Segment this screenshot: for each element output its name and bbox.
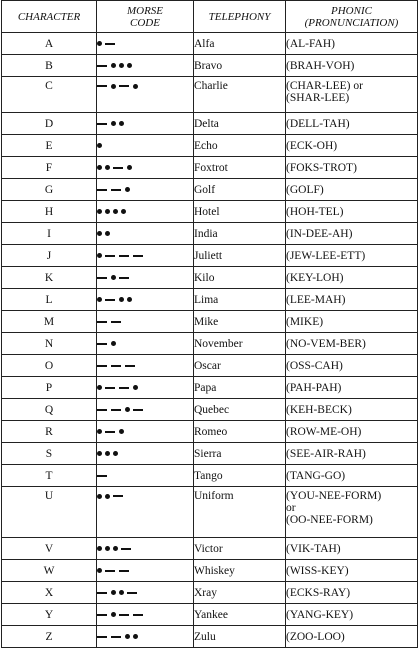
morse-symbols <box>97 185 133 195</box>
header-morse-code <box>97 1 194 33</box>
table-row <box>2 538 418 560</box>
morse-dot <box>97 231 102 236</box>
morse-code-cell <box>97 443 194 465</box>
table-row <box>2 560 418 582</box>
character-cell: J <box>2 245 97 267</box>
character-cell: M <box>2 311 97 333</box>
morse-dash <box>119 85 129 87</box>
character-cell: N <box>2 333 97 355</box>
phonic-cell <box>286 355 418 377</box>
morse-dash <box>97 189 107 191</box>
phonic-cell <box>286 135 418 157</box>
morse-symbols <box>97 81 141 91</box>
morse-dash <box>97 123 107 125</box>
morse-dot <box>125 634 130 639</box>
morse-dash <box>133 409 143 411</box>
table-row <box>2 443 418 465</box>
morse-dot <box>127 165 132 170</box>
telephony-cell: Kilo <box>194 267 286 289</box>
morse-dash <box>97 365 107 367</box>
morse-dash <box>97 409 107 411</box>
phonic-line: (OO-NEE-FORM) <box>286 514 373 526</box>
morse-symbols <box>97 471 111 481</box>
morse-dash <box>111 636 121 638</box>
phonic-cell <box>286 443 418 465</box>
morse-dash <box>133 614 143 616</box>
phonic-line: (KEY-LOH) <box>286 271 344 284</box>
morse-dash <box>133 255 143 257</box>
header-row <box>2 1 418 33</box>
telephony-cell: Victor <box>194 538 286 560</box>
morse-dot <box>133 634 138 639</box>
phonic-line: (BRAH-VOH) <box>286 59 355 72</box>
morse-symbols <box>97 544 135 554</box>
morse-code-cell <box>97 377 194 399</box>
phonic-cell <box>286 421 418 443</box>
morse-symbols <box>97 491 127 501</box>
telephony-cell: Whiskey <box>194 560 286 582</box>
morse-dash <box>97 343 107 345</box>
morse-dash <box>125 365 135 367</box>
phonic-cell <box>286 626 418 648</box>
morse-dash <box>111 189 121 191</box>
morse-code-cell <box>97 77 194 113</box>
character-cell: D <box>2 113 97 135</box>
morse-dot <box>119 590 124 595</box>
table-row <box>2 333 418 355</box>
phonic-cell <box>286 267 418 289</box>
table-row <box>2 289 418 311</box>
morse-dash <box>121 548 131 550</box>
morse-dash <box>111 409 121 411</box>
phonic-line: (GOLF) <box>286 183 324 196</box>
phonic-cell <box>286 33 418 55</box>
morse-dash <box>105 299 115 301</box>
morse-dash <box>113 167 123 169</box>
morse-dot <box>111 121 116 126</box>
phonic-line: (FOKS-TROT) <box>286 161 357 174</box>
morse-code-cell <box>97 179 194 201</box>
morse-dot <box>111 275 116 280</box>
morse-dash <box>97 65 107 67</box>
phonic-cell <box>286 77 418 113</box>
morse-code-cell <box>97 538 194 560</box>
morse-code-cell <box>97 421 194 443</box>
telephony-cell: Hotel <box>194 201 286 223</box>
telephony-cell: Delta <box>194 113 286 135</box>
character-cell: G <box>2 179 97 201</box>
header-phonic-label-1: PHONIC <box>331 4 372 17</box>
morse-symbols <box>97 163 135 173</box>
phonic-line: (SEE-AIR-RAH) <box>286 447 366 460</box>
morse-code-cell <box>97 311 194 333</box>
header-telephony-label: TELEPHONY <box>208 10 271 23</box>
header-character <box>2 1 97 33</box>
character-cell: P <box>2 377 97 399</box>
telephony-cell: Echo <box>194 135 286 157</box>
character-cell: S <box>2 443 97 465</box>
character-cell: V <box>2 538 97 560</box>
phonic-line: (IN-DEE-AH) <box>286 227 353 240</box>
morse-code-cell <box>97 626 194 648</box>
table-row <box>2 421 418 443</box>
header-phonic <box>286 1 418 33</box>
telephony-cell: Quebec <box>194 399 286 421</box>
phonic-cell <box>286 201 418 223</box>
morse-dot <box>133 84 138 89</box>
morse-symbols <box>97 632 141 642</box>
morse-dot <box>113 546 118 551</box>
morse-symbols <box>97 405 147 415</box>
morse-symbols <box>97 449 121 459</box>
character-cell: H <box>2 201 97 223</box>
morse-dot <box>119 429 124 434</box>
table-row <box>2 626 418 648</box>
phonic-cell <box>286 538 418 560</box>
table-row <box>2 77 418 113</box>
morse-dash <box>119 614 129 616</box>
table-row <box>2 55 418 77</box>
morse-code-cell <box>97 487 194 538</box>
morse-symbols <box>97 141 105 151</box>
header-character-label: CHARACTER <box>17 10 81 23</box>
morse-dot <box>97 451 102 456</box>
table-body <box>2 33 418 648</box>
morse-dash <box>119 277 129 279</box>
morse-symbols <box>97 207 129 217</box>
character-cell: U <box>2 487 97 538</box>
header-morse-label-2: CODE <box>130 16 160 29</box>
phonic-cell <box>286 113 418 135</box>
morse-dash <box>97 636 107 638</box>
table-row <box>2 113 418 135</box>
morse-code-cell <box>97 560 194 582</box>
telephony-cell: Papa <box>194 377 286 399</box>
morse-symbols <box>97 588 141 598</box>
morse-code-cell <box>97 223 194 245</box>
table-row <box>2 179 418 201</box>
phonic-line: (LEE-MAH) <box>286 293 346 306</box>
morse-dash <box>127 592 137 594</box>
telephony-cell: Zulu <box>194 626 286 648</box>
morse-dot <box>111 63 116 68</box>
telephony-cell: Lima <box>194 289 286 311</box>
morse-symbols <box>97 273 133 283</box>
morse-code-cell <box>97 55 194 77</box>
character-cell: B <box>2 55 97 77</box>
telephony-cell: Oscar <box>194 355 286 377</box>
phonic-cell <box>286 604 418 626</box>
morse-dot <box>97 297 102 302</box>
morse-symbols <box>97 361 139 371</box>
character-cell: T <box>2 465 97 487</box>
morse-dot <box>111 612 116 617</box>
morse-dash <box>105 570 115 572</box>
morse-code-cell <box>97 135 194 157</box>
character-cell: I <box>2 223 97 245</box>
telephony-cell: Xray <box>194 582 286 604</box>
morse-code-cell <box>97 201 194 223</box>
morse-dash <box>111 365 121 367</box>
telephony-cell: India <box>194 223 286 245</box>
character-cell: Z <box>2 626 97 648</box>
table-row <box>2 487 418 538</box>
morse-code-cell <box>97 33 194 55</box>
phonic-line: (HOH-TEL) <box>286 205 344 218</box>
table-row <box>2 135 418 157</box>
morse-dash <box>97 85 107 87</box>
morse-dot <box>127 297 132 302</box>
morse-symbols <box>97 427 127 437</box>
character-cell: C <box>2 77 97 113</box>
table-row <box>2 377 418 399</box>
morse-dot <box>119 297 124 302</box>
phonic-line: (JEW-LEE-ETT) <box>286 249 366 262</box>
morse-dot <box>97 165 102 170</box>
morse-dot <box>105 494 110 499</box>
morse-dash <box>105 255 115 257</box>
phonic-cell <box>286 487 418 538</box>
telephony-cell: Juliett <box>194 245 286 267</box>
morse-dash <box>97 475 107 477</box>
telephony-cell: Alfa <box>194 33 286 55</box>
morse-code-cell <box>97 267 194 289</box>
morse-dot <box>105 451 110 456</box>
table-row <box>2 355 418 377</box>
morse-dot <box>105 546 110 551</box>
morse-dot <box>97 546 102 551</box>
morse-dot <box>97 253 102 258</box>
phonic-cell <box>286 333 418 355</box>
character-cell: W <box>2 560 97 582</box>
morse-dot <box>119 63 124 68</box>
morse-dot <box>105 165 110 170</box>
character-cell: E <box>2 135 97 157</box>
table-row <box>2 267 418 289</box>
phonic-line: (ZOO-LOO) <box>286 630 345 643</box>
morse-code-cell <box>97 289 194 311</box>
morse-dot <box>97 568 102 573</box>
morse-dot <box>97 143 102 148</box>
morse-dot <box>97 494 102 499</box>
morse-dot <box>127 63 132 68</box>
morse-dash <box>113 495 123 497</box>
phonic-cell <box>286 465 418 487</box>
table-row <box>2 245 418 267</box>
telephony-cell: Uniform <box>194 487 286 538</box>
telephony-cell: November <box>194 333 286 355</box>
phonic-line: (SHAR-LEE) <box>286 92 350 104</box>
table-row <box>2 604 418 626</box>
phonic-line: (ECKS-RAY) <box>286 586 351 599</box>
morse-dot <box>113 451 118 456</box>
phonic-line: (YOU-NEE-FORM) <box>286 490 382 502</box>
phonic-cell <box>286 245 418 267</box>
morse-code-cell <box>97 113 194 135</box>
morse-dot <box>125 187 130 192</box>
phonic-cell <box>286 560 418 582</box>
morse-symbols <box>97 339 119 349</box>
morse-dot <box>105 209 110 214</box>
phonic-line: or <box>286 502 296 514</box>
morse-dot <box>111 341 116 346</box>
morse-code-cell <box>97 157 194 179</box>
phonic-cell <box>286 311 418 333</box>
telephony-cell: Tango <box>194 465 286 487</box>
phonic-line: (NO-VEM-BER) <box>286 337 366 350</box>
character-cell: F <box>2 157 97 179</box>
phonic-line: (WISS-KEY) <box>286 564 349 577</box>
morse-dot <box>119 121 124 126</box>
character-cell: R <box>2 421 97 443</box>
morse-dash <box>111 321 121 323</box>
morse-symbols <box>97 295 135 305</box>
morse-dash <box>97 321 107 323</box>
morse-dot <box>111 84 116 89</box>
morse-dash <box>105 431 115 433</box>
morse-dot <box>121 209 126 214</box>
morse-symbols <box>97 251 147 261</box>
morse-symbols <box>97 383 141 393</box>
morse-symbols <box>97 39 119 49</box>
phonic-line: (ROW-ME-OH) <box>286 425 362 438</box>
table-row <box>2 223 418 245</box>
character-cell: K <box>2 267 97 289</box>
table-row <box>2 201 418 223</box>
telephony-cell: Charlie <box>194 77 286 113</box>
phonic-cell <box>286 55 418 77</box>
morse-symbols <box>97 610 147 620</box>
table-row <box>2 399 418 421</box>
morse-code-cell <box>97 399 194 421</box>
morse-code-cell <box>97 582 194 604</box>
header-phonic-label-2: (PRONUNCIATION) <box>304 16 399 29</box>
morse-dot <box>97 209 102 214</box>
phonic-line: (TANG-GO) <box>286 469 346 482</box>
morse-symbols <box>97 317 125 327</box>
morse-dash <box>105 43 115 45</box>
table-row <box>2 582 418 604</box>
character-cell: Y <box>2 604 97 626</box>
telephony-cell: Yankee <box>194 604 286 626</box>
character-cell: L <box>2 289 97 311</box>
morse-symbols <box>97 229 113 239</box>
character-cell: X <box>2 582 97 604</box>
phonic-line: (AL-FAH) <box>286 37 335 50</box>
morse-dash <box>119 255 129 257</box>
telephony-cell: Foxtrot <box>194 157 286 179</box>
morse-dot <box>97 429 102 434</box>
morse-code-cell <box>97 604 194 626</box>
phonic-line: (MIKE) <box>286 315 324 328</box>
morse-dot <box>125 407 130 412</box>
telephony-cell: Mike <box>194 311 286 333</box>
phonic-line: (PAH-PAH) <box>286 381 342 394</box>
morse-dash <box>119 570 129 572</box>
morse-dot <box>97 41 102 46</box>
table-row <box>2 311 418 333</box>
morse-code-cell <box>97 245 194 267</box>
telephony-cell: Golf <box>194 179 286 201</box>
morse-symbols <box>97 566 133 576</box>
phonic-line: (CHAR-LEE) or <box>286 80 363 92</box>
phonic-line: (DELL-TAH) <box>286 117 350 130</box>
phonic-line: (KEH-BECK) <box>286 403 352 416</box>
phonic-line: (OSS-CAH) <box>286 359 343 372</box>
telephony-cell: Bravo <box>194 55 286 77</box>
morse-symbols <box>97 61 135 71</box>
morse-code-cell <box>97 465 194 487</box>
phonic-line: (YANG-KEY) <box>286 608 354 621</box>
telephony-cell: Romeo <box>194 421 286 443</box>
phonic-cell <box>286 377 418 399</box>
morse-code-cell <box>97 333 194 355</box>
morse-dot <box>105 231 110 236</box>
phonic-cell <box>286 399 418 421</box>
character-cell: Q <box>2 399 97 421</box>
phonic-cell <box>286 223 418 245</box>
table-row <box>2 465 418 487</box>
header-morse-label-1: MORSE <box>126 4 164 17</box>
phonetic-alphabet-table <box>1 0 418 648</box>
phonic-cell <box>286 157 418 179</box>
morse-code-cell <box>97 355 194 377</box>
telephony-cell: Sierra <box>194 443 286 465</box>
morse-dash <box>97 614 107 616</box>
morse-dot <box>97 385 102 390</box>
morse-dash <box>105 387 115 389</box>
morse-dash <box>97 592 107 594</box>
morse-symbols <box>97 119 127 129</box>
phonic-line: (ECK-OH) <box>286 139 338 152</box>
header-telephony <box>194 1 286 33</box>
table-row <box>2 33 418 55</box>
phonic-cell <box>286 179 418 201</box>
phonic-cell <box>286 582 418 604</box>
table-row <box>2 157 418 179</box>
morse-dot <box>133 385 138 390</box>
phonic-cell <box>286 289 418 311</box>
morse-dot <box>111 590 116 595</box>
morse-dash <box>97 277 107 279</box>
character-cell: A <box>2 33 97 55</box>
phonic-line: (VIK-TAH) <box>286 542 341 555</box>
morse-dash <box>119 387 129 389</box>
morse-dot <box>113 209 118 214</box>
character-cell: O <box>2 355 97 377</box>
